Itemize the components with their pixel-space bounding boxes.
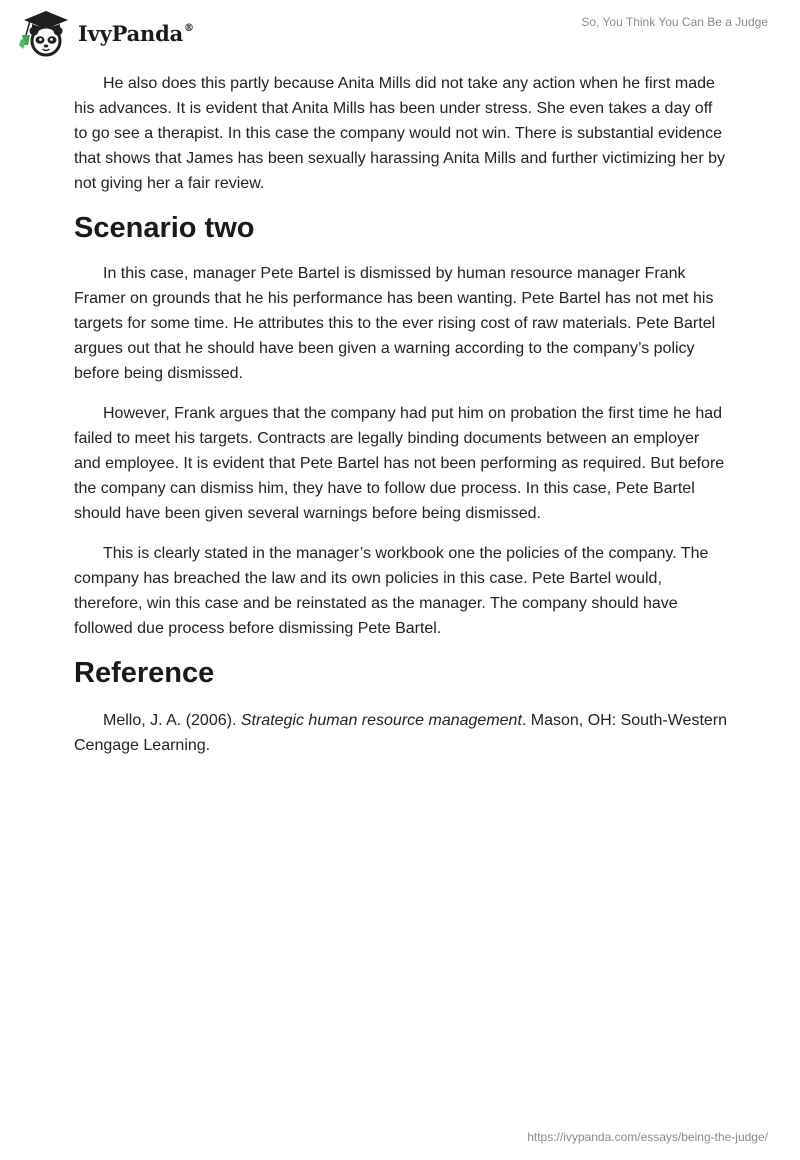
reference-author-year: Mello, J. A. (2006). bbox=[103, 712, 237, 729]
reference-publisher: . Mason, OH: South-Western Cengage Learning. bbox=[74, 712, 728, 754]
essay-body bbox=[74, 71, 728, 773]
document-title: So, You Think You Can Be a Judge bbox=[581, 15, 768, 29]
brand-name bbox=[78, 21, 194, 46]
paragraph: This is clearly stated in the manager’s workbook one the policies of the company. The company has breached the law and its own policies in this case. Pete Bartel would, therefore, win this case and be reinstated as the manager. The company should have followed due process before dismissing Pete Bartel. bbox=[74, 545, 709, 637]
reference-entry bbox=[74, 708, 728, 758]
section-heading-scenario-two: Scenario two bbox=[74, 212, 255, 244]
section-heading-reference: Reference bbox=[74, 657, 215, 689]
paragraph: However, Frank argues that the company had put him on probation the first time he had failed to meet his targets. Contracts are legally binding documents between an employer and employee. It is evident that Pete Bartel has not been performing as required. But before the company can dismiss him, they have to follow due process. In this case, Pete Bartel should have been given several warnings before being dismissed. bbox=[74, 405, 725, 522]
source-url-link[interactable]: https://ivypanda.com/essays/being-the-judge/ bbox=[527, 1130, 768, 1144]
ivypanda-logo[interactable] bbox=[14, 8, 194, 58]
panda-graduate-icon bbox=[14, 9, 74, 57]
paragraph: In this case, manager Pete Bartel is dismissed by human resource manager Frank Framer on grounds that he his performance has been wanting. Pete Bartel has not met his targets for some time. He attributes this to the ever rising cost of raw materials. Pete Bartel argues out that he should have been given a warning according to the company’s policy before being dismissed. bbox=[74, 265, 716, 382]
registered-mark: ® bbox=[184, 22, 194, 34]
reference-title: Strategic human resource management bbox=[240, 712, 522, 729]
brand-text: IvyPanda bbox=[78, 20, 184, 46]
paragraph: He also does this partly because Anita Mills did not take any action when he first made his advances. It is evident that Anita Mills has been under stress. She even takes a day off to go see a therapist. In this case the company would not win. There is substantial evidence that shows that James has been sexually harassing Anita Mills and further victimizing her by not giving her a fair review. bbox=[74, 75, 725, 192]
page-header bbox=[0, 0, 800, 60]
